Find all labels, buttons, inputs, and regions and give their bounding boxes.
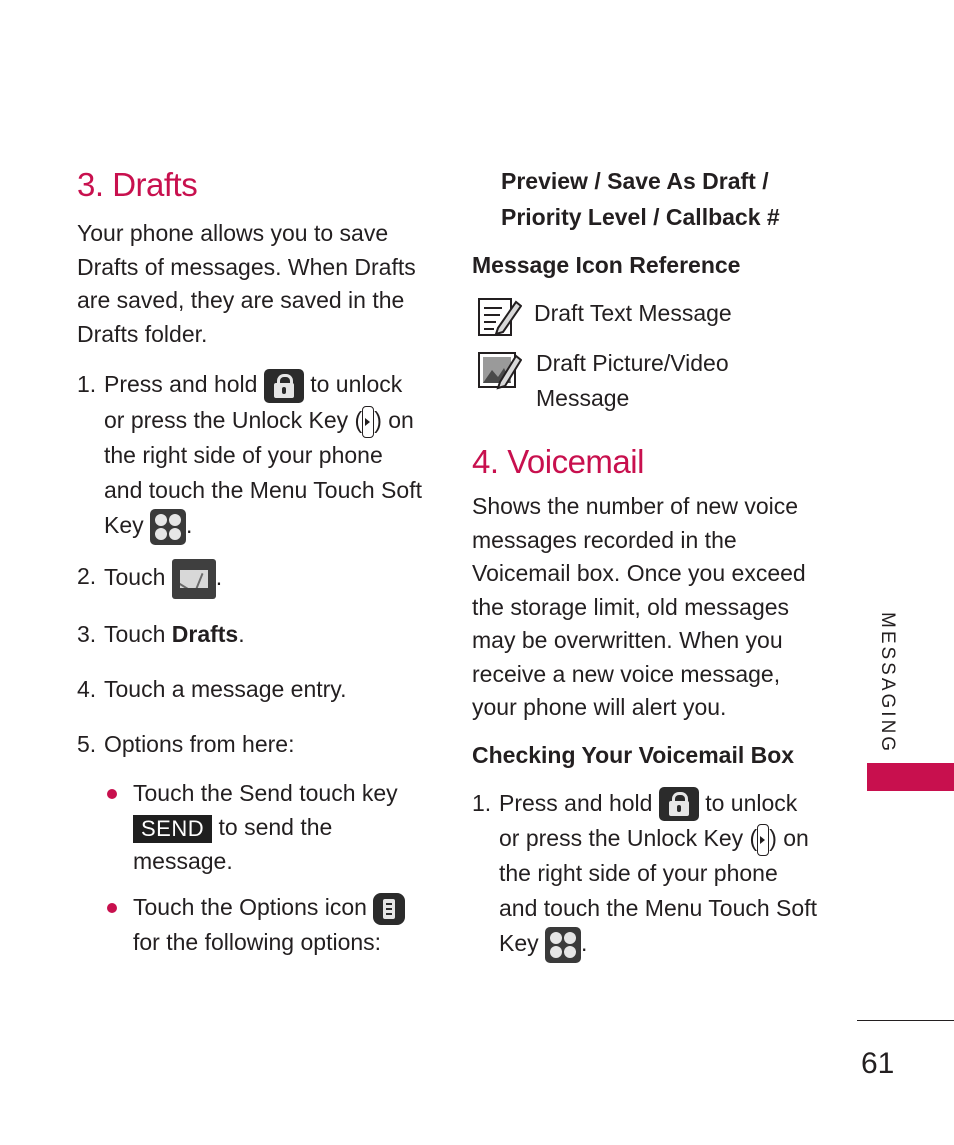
icon-reference-heading: Message Icon Reference — [472, 252, 741, 278]
bullet-text: for the following options: — [133, 928, 382, 955]
drafts-label: Drafts — [171, 620, 239, 647]
draft-picture-video-message-icon — [476, 348, 522, 392]
lock-icon — [264, 369, 304, 403]
unlock-key-icon — [757, 824, 769, 856]
step-text: . — [215, 563, 223, 590]
options-list: Preview / Save As Draft / Priority Level / Callback # — [501, 168, 780, 230]
drafts-step-1 — [77, 367, 427, 545]
messaging-envelope-icon — [172, 559, 216, 599]
step-text: . — [186, 511, 193, 538]
step-number: 1. — [472, 789, 492, 816]
draft-text-message-icon — [476, 294, 522, 338]
menu-grid-icon — [545, 927, 581, 963]
step-text: ) on the right side of your phone and touch the Menu Touch Soft Key — [499, 825, 817, 957]
step-number: 1. — [77, 371, 97, 397]
step-text: . — [238, 620, 245, 647]
options-icon — [373, 893, 405, 925]
send-key-icon: SEND — [133, 815, 212, 843]
voicemail-step-1 — [472, 786, 817, 964]
footer-rule — [857, 1020, 954, 1021]
icon-reference-row-2 — [472, 346, 817, 414]
icon-reference-row-1 — [472, 292, 817, 342]
step-text: to unlock or press the Unlock Key ( — [499, 789, 798, 852]
drafts-step-2 — [77, 559, 427, 599]
bullet-dot — [107, 789, 117, 799]
bullet-dot — [107, 903, 117, 913]
lock-icon — [659, 787, 699, 821]
drafts-step-3 — [77, 617, 427, 652]
step-text: Touch a message entry. — [104, 675, 347, 702]
drafts-step-4 — [77, 672, 427, 707]
unlock-key-icon — [362, 406, 374, 438]
drafts-intro: Your phone allows you to save Drafts of messages. When Drafts are saved, they are saved in the Drafts folder. — [77, 220, 416, 347]
drafts-heading: 3. Drafts — [77, 166, 198, 203]
step-text: to unlock or press the Unlock Key ( — [104, 371, 403, 433]
options-bullet — [104, 890, 427, 959]
bullet-text: Touch the Options icon — [133, 893, 367, 920]
right-column — [472, 163, 817, 963]
step-text: Options from here: — [104, 730, 295, 757]
step-text: Press and hold — [104, 371, 258, 397]
menu-grid-icon — [150, 509, 186, 545]
voicemail-heading: 4. Voicemail — [472, 443, 644, 480]
icon-reference-label: Draft Picture/Video Message — [536, 350, 729, 411]
step-number: 2. — [77, 562, 97, 589]
icon-reference-label: Draft Text Message — [534, 300, 732, 326]
bullet-text: Touch the Send touch key — [133, 779, 398, 806]
bullet-text: to send the message. — [133, 813, 333, 874]
section-tab-marker — [867, 763, 954, 791]
step-text: Touch — [104, 563, 166, 590]
section-side-label: MESSAGING — [877, 612, 898, 755]
step-text: . — [581, 930, 588, 957]
checking-voicemail-heading: Checking Your Voicemail Box — [472, 741, 795, 768]
page-number: 61 — [861, 1047, 895, 1080]
step-number: 5. — [77, 730, 97, 757]
drafts-step-5 — [77, 727, 427, 762]
left-column — [77, 163, 427, 959]
step-number: 4. — [77, 675, 97, 702]
step-text: ) on the right side of your phone and touch the Menu Touch Soft Key — [104, 406, 422, 538]
send-bullet — [104, 776, 427, 878]
step-text: Press and hold — [499, 789, 653, 816]
voicemail-intro: Shows the number of new voice messages recorded in the Voicemail box. Once you exceed the storage limit, old messages may be overwritten. When you receive a new voice message, your phone will alert you. — [472, 493, 806, 720]
step-number: 3. — [77, 620, 97, 647]
step-text: Touch — [104, 620, 166, 647]
